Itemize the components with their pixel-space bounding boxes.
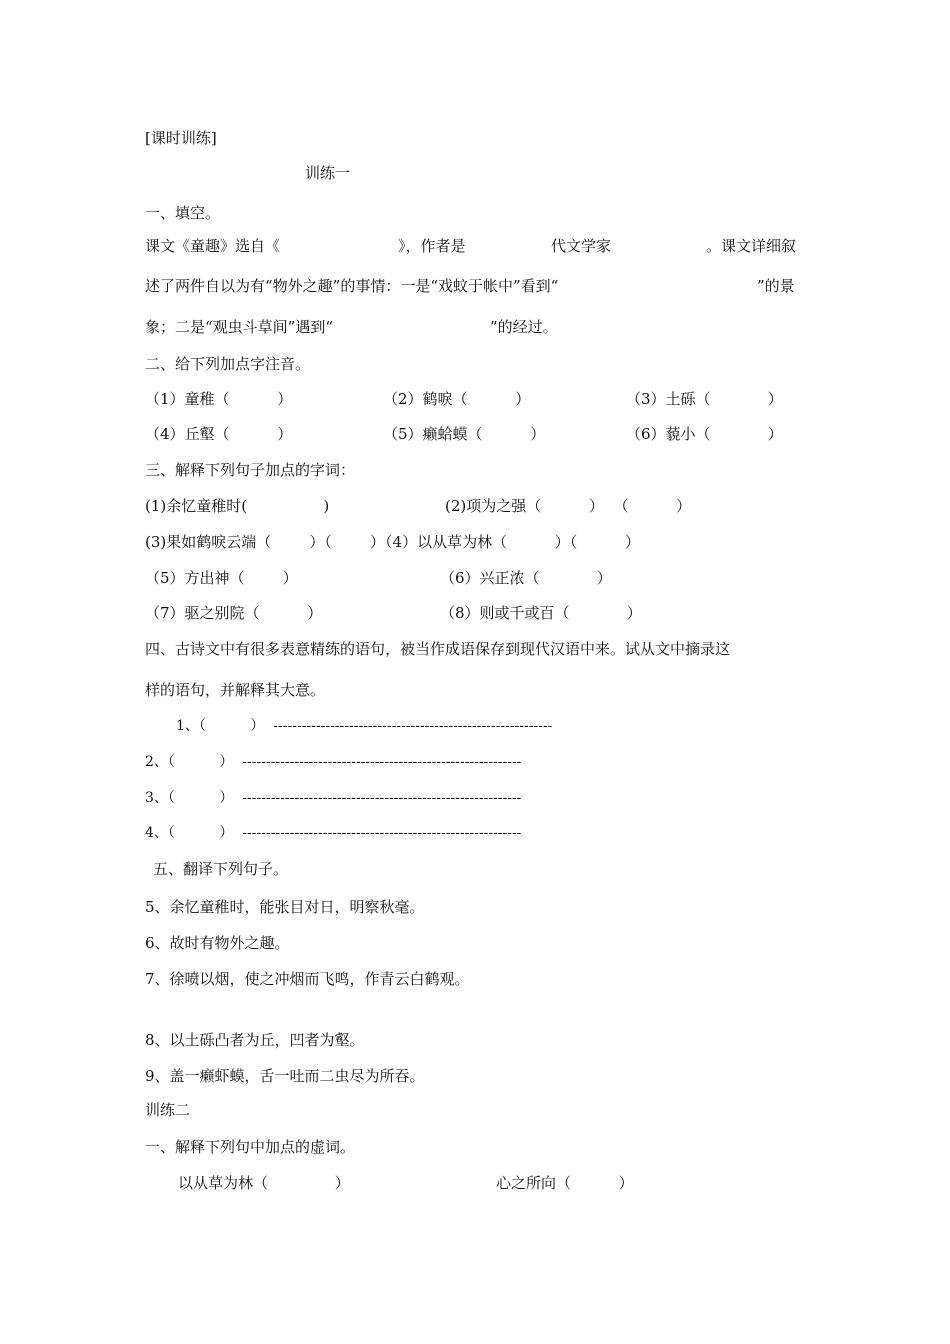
- s2-r1-b: （2）鹤唳（ ）: [383, 390, 531, 408]
- s1-line1d: 。课文详细叙: [706, 237, 797, 255]
- header: [课时训练]: [145, 129, 217, 147]
- s5-item-5: 5、余忆童稚时，能张目对日，明察秋毫。: [145, 898, 425, 916]
- s3-r3-b: （6）兴正浓（ ）: [440, 569, 612, 587]
- s1-line2b: ”的景: [757, 277, 795, 295]
- s2-heading: 二、给下列加点字注音。: [145, 355, 311, 373]
- s3-r2: (3)果如鹤唳云端（ ）（ ）（4）以从草为林（ ）（ ）: [145, 533, 640, 551]
- s1-line1: 课文《童趣》选自《: [145, 237, 281, 255]
- s1-line2: 述了两件自以为有“物外之趣”的事情：一是“戏蚊于帐中”看到“: [145, 277, 559, 295]
- s5-item-8: 8、以土砾凸者为丘，凹者为壑。: [145, 1031, 365, 1049]
- s2-r2-c: （6）藐小（ ）: [626, 425, 783, 443]
- s4-item-2: 2、（ ） -----------------------------------------------------------: [145, 754, 522, 770]
- s5-item-7: 7、徐喷以烟，使之冲烟而飞鸣，作青云白鹤观。: [145, 970, 470, 988]
- s2-r1-a: （1）童稚（ ）: [145, 390, 293, 408]
- t2-s1-b: 心之所向（ ）: [496, 1174, 634, 1192]
- s1-heading: 一、填空。: [145, 204, 221, 222]
- s4-item-4: 4、（ ） -----------------------------------------------------------: [145, 825, 522, 841]
- s2-r2-b: （5）癞蛤蟆（ ）: [383, 425, 546, 443]
- t2-s1-heading: 一、解释下列句中加点的虚词。: [145, 1138, 356, 1156]
- s3-heading: 三、解释下列句子加点的字词：: [145, 461, 356, 479]
- s3-r1-b: (2)项为之强（ ） （ ）: [445, 497, 692, 515]
- section-title-1: 训练一: [305, 164, 351, 182]
- s1-line3: 象；二是“观虫斗草间”遇到“: [145, 318, 334, 336]
- s2-r1-c: （3）土砾（ ）: [626, 390, 783, 408]
- t2-s1-a: 以从草为林（ ）: [178, 1174, 350, 1192]
- s3-r4-b: （8）则或千或百（ ）: [440, 604, 642, 622]
- s4-item-3: 3、（ ） -----------------------------------------------------------: [145, 790, 522, 806]
- s1-line1c: 代文学家: [551, 237, 612, 255]
- s3-r3-a: （5）方出神（ ）: [145, 569, 298, 587]
- s4-heading-1: 四、古诗文中有很多表意精练的语句，被当作成语保存到现代汉语中来。试从文中摘录这: [145, 640, 731, 658]
- section-title-2: 训练二: [145, 1101, 191, 1119]
- s3-r1-a: (1)余忆童稚时( ): [145, 497, 330, 515]
- s1-line1b: 》，作者是: [398, 237, 466, 255]
- s4-item-1: 1、（ ） -----------------------------------------------------------: [176, 718, 553, 734]
- s2-r2-a: （4）丘壑（ ）: [145, 425, 293, 443]
- s5-item-6: 6、故时有物外之趣。: [145, 934, 290, 952]
- s5-heading: 五、翻译下列句子。: [153, 860, 289, 878]
- s5-item-9: 9、盖一癞虾蟆，舌一吐而二虫尽为所吞。: [145, 1067, 425, 1085]
- s1-line3b: ”的经过。: [490, 318, 558, 336]
- s3-r4-a: （7）驱之别院（ ）: [145, 604, 323, 622]
- s4-heading-2: 样的语句，并解释其大意。: [145, 681, 326, 699]
